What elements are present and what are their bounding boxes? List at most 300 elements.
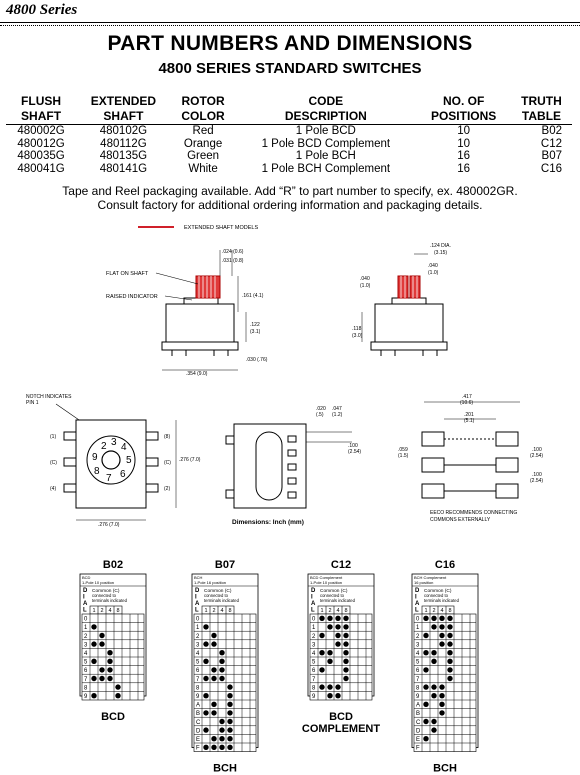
truth-dot [219,727,224,732]
position-label: 6 [84,668,88,675]
dim-059: .059 [398,447,408,453]
bit-header: 1 [424,608,428,614]
cell-code: 1 Pole BCD [295,125,356,137]
pad-layout [398,394,543,523]
cell-truth: B02 [541,125,562,137]
cell-extended: 480102G [99,125,148,137]
ecco-note-1: EECO RECOMMENDS CONNECTING [430,510,518,516]
pin-2: (2) [164,486,171,492]
page-title: PART NUMBERS AND DIMENSIONS [107,32,473,55]
truth-dot [327,659,332,664]
position-label: F [416,745,420,752]
truth-dot [447,676,452,681]
truth-dot [219,736,224,741]
position-label: 2 [416,633,420,640]
truth-dot [343,659,348,664]
bit-header: 8 [344,608,348,614]
truth-table-c16 [406,559,485,775]
cell-positions: 16 [457,150,471,162]
col-header-positions-2: POSITIONS [416,109,511,125]
truth-dot [327,684,332,689]
truth-dot [211,745,216,750]
position-label: 0 [416,616,420,623]
truth-table-code: B02 [102,559,124,571]
dim-417: .417 [462,394,472,400]
truth-table-caption: BCH [433,762,457,775]
common-text-3: terminals indicated [204,598,239,603]
truth-dot [107,667,112,672]
position-label: 0 [196,616,200,623]
truth-dot [211,710,216,715]
position-label: 9 [312,694,316,700]
truth-dot [319,667,324,672]
dim-122: .122 [250,322,260,328]
position-label: 1 [196,625,200,632]
rotor-collar-right [392,298,426,304]
flat-on-shaft-label: FLAT ON SHAFT [106,271,149,277]
dim-276-h: .276 (7.0) [98,522,120,528]
truth-dot [319,633,324,638]
position-label: F [196,745,200,752]
cell-flush: 480035G [17,150,65,162]
position-label: C [416,719,421,726]
position-label: 7 [84,676,88,683]
notch-label-1: NOTCH INDICATES [26,394,72,400]
truth-table-subtitle: 1-Pole 10 position [310,580,343,585]
truth-dot [115,693,120,698]
dial-letter: L [415,607,419,614]
pin-c-left: (C) [50,460,57,466]
truth-dot [203,641,208,646]
truth-dot [447,650,452,655]
truth-dot [203,710,208,715]
position-label: 1 [416,625,420,632]
truth-dot [439,633,444,638]
dial-letter: L [311,607,315,614]
col-header-extended: EXTENDED [90,94,157,108]
truth-dot [219,659,224,664]
dial-letter: D [195,588,200,594]
position-label: A [416,702,421,709]
truth-dot [203,624,208,629]
truth-dot [91,676,96,681]
truth-dot [447,616,452,621]
truth-dot [423,702,428,707]
truth-dot [335,684,340,689]
truth-dot [447,667,452,672]
table-row [6,125,572,138]
truth-dot [219,719,224,724]
position-label: 6 [312,668,316,675]
truth-dot [423,684,428,689]
bit-header: 4 [336,608,340,614]
truth-dot [319,684,324,689]
side-view-right [352,243,451,356]
cell-code: 1 Pole BCH Complement [261,162,391,175]
dial-letter: A [415,601,420,607]
truth-dot [423,650,428,655]
truth-dot [335,633,340,638]
truth-table-title: BCD [82,575,91,580]
bit-header: 2 [432,608,436,614]
dim-020-mm: (.5) [316,412,324,418]
legend-label: EXTENDED SHAFT MODELS [184,225,259,231]
truth-table-title: BCD Complement [310,575,343,580]
switch-body-right [375,304,443,342]
switch-base-right [371,342,447,350]
dim-047-mm: (1.2) [332,412,343,418]
dimension-drawings [0,214,580,775]
truth-dot [447,633,452,638]
dial-letter: A [195,601,200,607]
cell-code: 1 Pole BCD Complement [261,137,391,150]
position-label: 6 [196,668,200,675]
dim-118-mm: (3.0) [352,333,363,339]
truth-dot [335,616,340,621]
common-text-3: terminals indicated [424,598,459,603]
truth-dot [227,693,232,698]
truth-table-title: BCH [194,575,203,580]
bit-header: 8 [116,608,120,614]
truth-table-caption: BCH [213,762,237,775]
col-header-positions: NO. OF [442,94,485,108]
cell-positions: 10 [457,125,471,137]
truth-dot [335,624,340,629]
svg-text:2: 2 [101,441,107,452]
position-label: 4 [196,651,200,657]
svg-text:3: 3 [111,437,117,448]
dim-354: .354 (9.0) [186,371,208,377]
position-label: 0 [312,616,316,623]
position-label: 5 [84,659,88,666]
cell-extended: 480141G [99,162,148,175]
dial-letter: D [311,588,316,594]
pin-8: (8) [164,434,171,440]
truth-dot [203,676,208,681]
position-label: 8 [84,685,88,692]
truth-dot [91,693,96,698]
truth-table-b02 [80,559,146,723]
truth-dot [211,633,216,638]
dim-059-mm: (1.5) [398,453,409,459]
pin-c-right: (C) [164,460,171,466]
truth-dot [99,667,104,672]
position-label: 4 [416,651,420,657]
truth-dot [431,719,436,724]
truth-dot [203,745,208,750]
cell-rotor: Red [192,125,214,137]
header-rule [0,22,580,23]
position-label: A [196,702,201,709]
truth-dot [227,719,232,724]
col-header-flush-2: SHAFT [6,109,76,125]
dim-201-mm: (5.1) [464,418,475,424]
position-label: 4 [312,651,316,657]
dim-024: .024 (0.6) [222,249,244,255]
truth-dot [335,641,340,646]
bit-header: 1 [320,608,324,614]
truth-dot [99,633,104,638]
truth-dot [343,633,348,638]
common-text: Common (C) [92,589,120,594]
truth-dot [423,719,428,724]
position-label: 1 [84,625,88,632]
truth-dot [423,633,428,638]
truth-dot [343,641,348,646]
truth-dot [439,702,444,707]
truth-dot [343,624,348,629]
position-label: 8 [416,685,420,692]
dim-030: .030 (.76) [246,357,268,363]
dim-161: .161 (4.1) [242,293,264,299]
dial-letter: D [415,588,420,594]
pin-1: (1) [50,434,57,440]
dial-letter: A [311,601,316,607]
truth-table-b07 [192,559,258,775]
svg-text:5: 5 [126,455,132,466]
truth-dot [343,667,348,672]
truth-dot [431,624,436,629]
table-row [6,150,572,163]
truth-dot [99,676,104,681]
truth-table-code: C16 [434,559,456,571]
truth-dot [107,676,112,681]
position-label: 3 [416,642,420,649]
dim-276-v: .276 (7.0) [179,457,201,463]
col-header-extended-2: SHAFT [76,109,171,125]
position-label: B [196,711,201,718]
truth-dot [211,641,216,646]
truth-table-c12 [302,559,381,735]
dial-letter: I [415,594,417,601]
position-label: 3 [196,642,200,649]
svg-text:4: 4 [121,442,127,453]
cell-rotor: Orange [183,137,223,150]
truth-dot [115,684,120,689]
truth-table-caption: BCD [101,711,125,723]
cell-rotor: White [188,162,218,175]
truth-dot [211,676,216,681]
bit-header: 2 [328,608,332,614]
side-view-front [106,249,268,377]
dim-040-left: .040 [360,276,370,282]
truth-dot [219,650,224,655]
truth-dot [319,616,324,621]
position-label: 3 [84,642,88,649]
truth-dot [107,659,112,664]
common-text-2: connected to [320,593,344,598]
truth-dot [447,659,452,664]
table-row [6,138,572,151]
extended-shaft-right [398,276,420,298]
common-text: Common (C) [320,589,348,594]
common-text-3: terminals indicated [320,598,355,603]
truth-dot [203,727,208,732]
common-text-2: connected to [92,593,116,598]
cell-truth: B07 [541,150,562,162]
cell-extended: 480135G [99,150,148,162]
bit-header: 8 [448,608,452,614]
position-label: 8 [312,685,316,692]
truth-dot [431,693,436,698]
truth-dot [439,693,444,698]
truth-dot [227,710,232,715]
truth-dot [439,710,444,715]
cell-flush: 480012G [17,137,65,150]
position-label: 5 [196,659,200,666]
common-text: Common (C) [424,589,452,594]
cell-flush: 480002G [17,125,65,137]
cell-truth: C16 [540,162,562,175]
truth-dot [343,676,348,681]
truth-dot [203,693,208,698]
dim-124: .124 DIA. [430,243,451,249]
truth-table-subtitle: 1-Pole 10 position [82,580,115,585]
cell-flush: 480041G [17,162,65,175]
truth-dot [439,641,444,646]
dim-417-mm: (10.6) [460,400,474,406]
cell-rotor: Green [187,150,220,162]
dial-letter: L [83,607,87,614]
legend [138,225,258,231]
position-label: 9 [84,694,88,700]
truth-dot [335,693,340,698]
position-label: B [416,711,421,718]
dial-letter: D [83,588,88,594]
bit-header: 1 [204,608,208,614]
position-label: E [416,737,421,743]
dim-047: .047 [332,406,342,412]
dial-letter: I [83,594,85,601]
truth-dot [343,650,348,655]
truth-dot [227,727,232,732]
dim-040-right-mm: (1.0) [428,270,439,276]
dial-letter: I [195,594,197,601]
bit-header: 8 [228,608,232,614]
col-header-flush: FLUSH [21,94,62,108]
truth-dot [219,745,224,750]
top-view [26,394,201,528]
position-label: D [416,728,421,735]
truth-dot [439,624,444,629]
truth-dot [431,727,436,732]
common-text-2: connected to [204,593,228,598]
bit-header: 4 [220,608,224,614]
col-header-rotor-2: COLOR [171,109,236,125]
position-label: 2 [312,633,316,640]
switch-body [166,304,234,342]
truth-dot [447,624,452,629]
extended-shaft [196,276,220,298]
bit-header: 4 [440,608,444,614]
dim-031: .031 (0.8) [222,258,244,264]
position-label: C [196,719,201,726]
col-header-code: CODE [308,94,344,108]
table-row [6,163,572,176]
truth-dot [91,624,96,629]
truth-dot [219,667,224,672]
dim-040-right: .040 [428,263,438,269]
truth-table-title: BCH Complement [414,575,447,580]
truth-dot [431,650,436,655]
dim-100-pad2-mm: (2.54) [530,478,544,484]
common-text-3: terminals indicated [92,598,127,603]
truth-dot [439,684,444,689]
dim-100-pad1-mm: (2.54) [530,453,544,459]
svg-text:7: 7 [106,473,112,484]
pin-4: (4) [50,486,57,492]
truth-table-caption-2: COMPLEMENT [301,723,381,735]
col-header-rotor: ROTOR [181,94,225,108]
truth-dot [203,659,208,664]
bottom-view [226,406,361,526]
notch-label-2: PIN 1 [26,400,39,406]
consult-factory-note: Consult factory for additional ordering information and packaging details. [97,198,483,212]
position-label: D [196,728,201,735]
truth-dot [343,616,348,621]
bit-header: 2 [212,608,216,614]
cell-positions: 16 [457,162,471,175]
position-label: 8 [196,685,200,692]
truth-dot [431,684,436,689]
dim-124-mm: (3.15) [434,250,448,256]
dim-020: .020 [316,406,326,412]
dim-040-left-mm: (1.0) [360,283,371,289]
position-label: 5 [416,659,420,666]
cell-code: 1 Pole BCH [295,150,356,162]
units-label: Dimensions: Inch (mm) [232,519,304,526]
col-header-truth-2: TABLE [511,109,572,125]
svg-text:8: 8 [94,466,100,477]
truth-table-caption: BCD [329,711,353,723]
truth-dot [219,676,224,681]
dim-100-pad2: .100 [532,472,542,478]
truth-dot [227,736,232,741]
position-label: 1 [312,625,316,632]
position-label: 7 [196,676,200,683]
truth-dot [431,659,436,664]
position-label: E [196,737,201,743]
dim-118: .118 [352,326,362,332]
truth-dot [423,616,428,621]
truth-dot [107,650,112,655]
bit-header: 2 [100,608,104,614]
dim-201: .201 [464,412,474,418]
position-label: 3 [312,642,316,649]
dial-letter: I [311,594,313,601]
header-rule-dotted [0,25,580,26]
truth-table-subtitle: 1-Pole 16 position [194,580,227,585]
common-text-2: connected to [424,593,448,598]
truth-dot [327,624,332,629]
truth-table-code: B07 [214,559,236,571]
raised-indicator-label: RAISED INDICATOR [106,294,158,300]
truth-dot [227,702,232,707]
truth-dot [227,745,232,750]
col-header-truth: TRUTH [521,94,562,108]
truth-dot [91,641,96,646]
position-label: 0 [84,616,88,623]
position-label: 2 [196,633,200,640]
bit-header: 1 [92,608,96,614]
dim-122-mm: (3.1) [250,329,261,335]
svg-text:6: 6 [120,469,126,480]
svg-text:9: 9 [92,452,98,463]
dial-letter: A [83,601,88,607]
truth-dot [211,702,216,707]
series-tag: 4800 Series [6,2,78,18]
truth-dot [431,616,436,621]
